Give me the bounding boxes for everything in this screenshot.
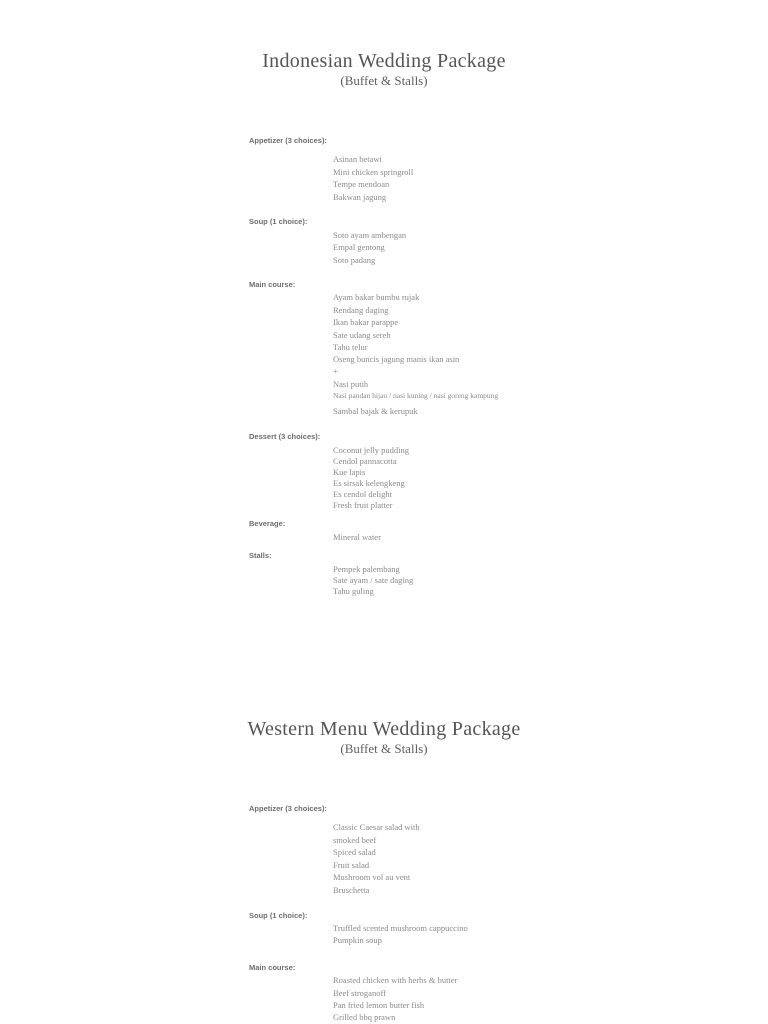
indonesian-main-item: + <box>333 366 338 376</box>
western-appetizer-item: Bruschetta <box>333 885 370 895</box>
western-appetizer-label: Appetizer (3 choices): <box>249 804 327 813</box>
indonesian-dessert-item: Kue lapis <box>333 467 366 477</box>
indonesian-title: Indonesian Wedding Package <box>262 50 506 72</box>
western-soup-item: Truffled scented mushroom cappuccino <box>333 923 468 933</box>
western-title: Western Menu Wedding Package <box>247 718 521 740</box>
western-soup-label: Soup (1 choice): <box>249 911 308 920</box>
indonesian-appetizer-item: Bakwan jagung <box>333 192 387 202</box>
indonesian-stalls-item: Tahu guling <box>333 586 374 596</box>
indonesian-main-label: Main course: <box>249 280 296 289</box>
indonesian-main-item: Sambal bajak & kerupuk <box>333 406 418 416</box>
western-main-item: Grilled bbq prawn <box>333 1012 396 1022</box>
indonesian-appetizer-item: Tempe mendoan <box>333 179 390 189</box>
western-appetizer-item: Mushroom vol au vent <box>333 872 411 882</box>
indonesian-stalls-item: Sate ayam / sate daging <box>333 575 414 585</box>
indonesian-appetizer-item: Asinan betawi <box>333 154 382 164</box>
western-main-item: Roasted chicken with herbs & butter <box>333 975 458 985</box>
western-appetizer-item: Classic Caesar salad with <box>333 822 420 832</box>
indonesian-dessert-item: Cendol pannacotta <box>333 456 397 466</box>
indonesian-beverage-label: Beverage: <box>249 519 286 528</box>
indonesian-main-item: Ikan bakar parappe <box>333 317 399 327</box>
western-main-item: Beef stroganoff <box>333 988 386 998</box>
indonesian-dessert-label: Dessert (3 choices): <box>249 432 321 441</box>
indonesian-soup-item: Soto ayam ambengan <box>333 230 407 240</box>
indonesian-dessert-item: Es cendol delight <box>333 489 393 499</box>
western-soup-item: Pumpkin soup <box>333 935 382 945</box>
western-main-item: Pan fried lemon butter fish <box>333 1000 425 1010</box>
indonesian-main-item: Tahu telur <box>333 342 368 352</box>
indonesian-soup-item: Empal gentong <box>333 242 385 252</box>
indonesian-soup-item: Soto padang <box>333 255 376 265</box>
indonesian-dessert-item: Fresh fruit platter <box>333 500 393 510</box>
indonesian-appetizer-label: Appetizer (3 choices): <box>249 136 327 145</box>
western-subtitle: (Buffet & Stalls) <box>340 741 428 756</box>
indonesian-soup-label: Soup (1 choice): <box>249 217 308 226</box>
indonesian-main-item: Nasi putih <box>333 379 369 389</box>
western-appetizer-item: smoked beef <box>333 835 377 845</box>
indonesian-main-item: Oseng buncis jagung manis ikan asin <box>333 354 460 364</box>
indonesian-subtitle: (Buffet & Stalls) <box>340 73 428 88</box>
western-appetizer-item: Spiced salad <box>333 847 376 857</box>
western-main-label: Main course: <box>249 963 296 972</box>
indonesian-main-item: Ayam bakar bumbu rujak <box>333 292 420 302</box>
western-appetizer-item: Fruit salad <box>333 860 370 870</box>
indonesian-main-item: Sate udang sereh <box>333 330 391 340</box>
indonesian-dessert-item: Coconut jelly pudding <box>333 445 410 455</box>
indonesian-main-item: Rendang daging <box>333 305 389 315</box>
indonesian-main-item: Nasi pandan hijau / nasi kuning / nasi goreng kampung <box>333 391 499 400</box>
indonesian-stalls-item: Pempek palembang <box>333 564 400 574</box>
indonesian-beverage-item: Mineral water <box>333 532 381 542</box>
indonesian-stalls-label: Stalls: <box>249 551 272 560</box>
indonesian-appetizer-item: Mini chicken springroll <box>333 167 414 177</box>
indonesian-dessert-item: Es sirsak kelengkeng <box>333 478 405 488</box>
